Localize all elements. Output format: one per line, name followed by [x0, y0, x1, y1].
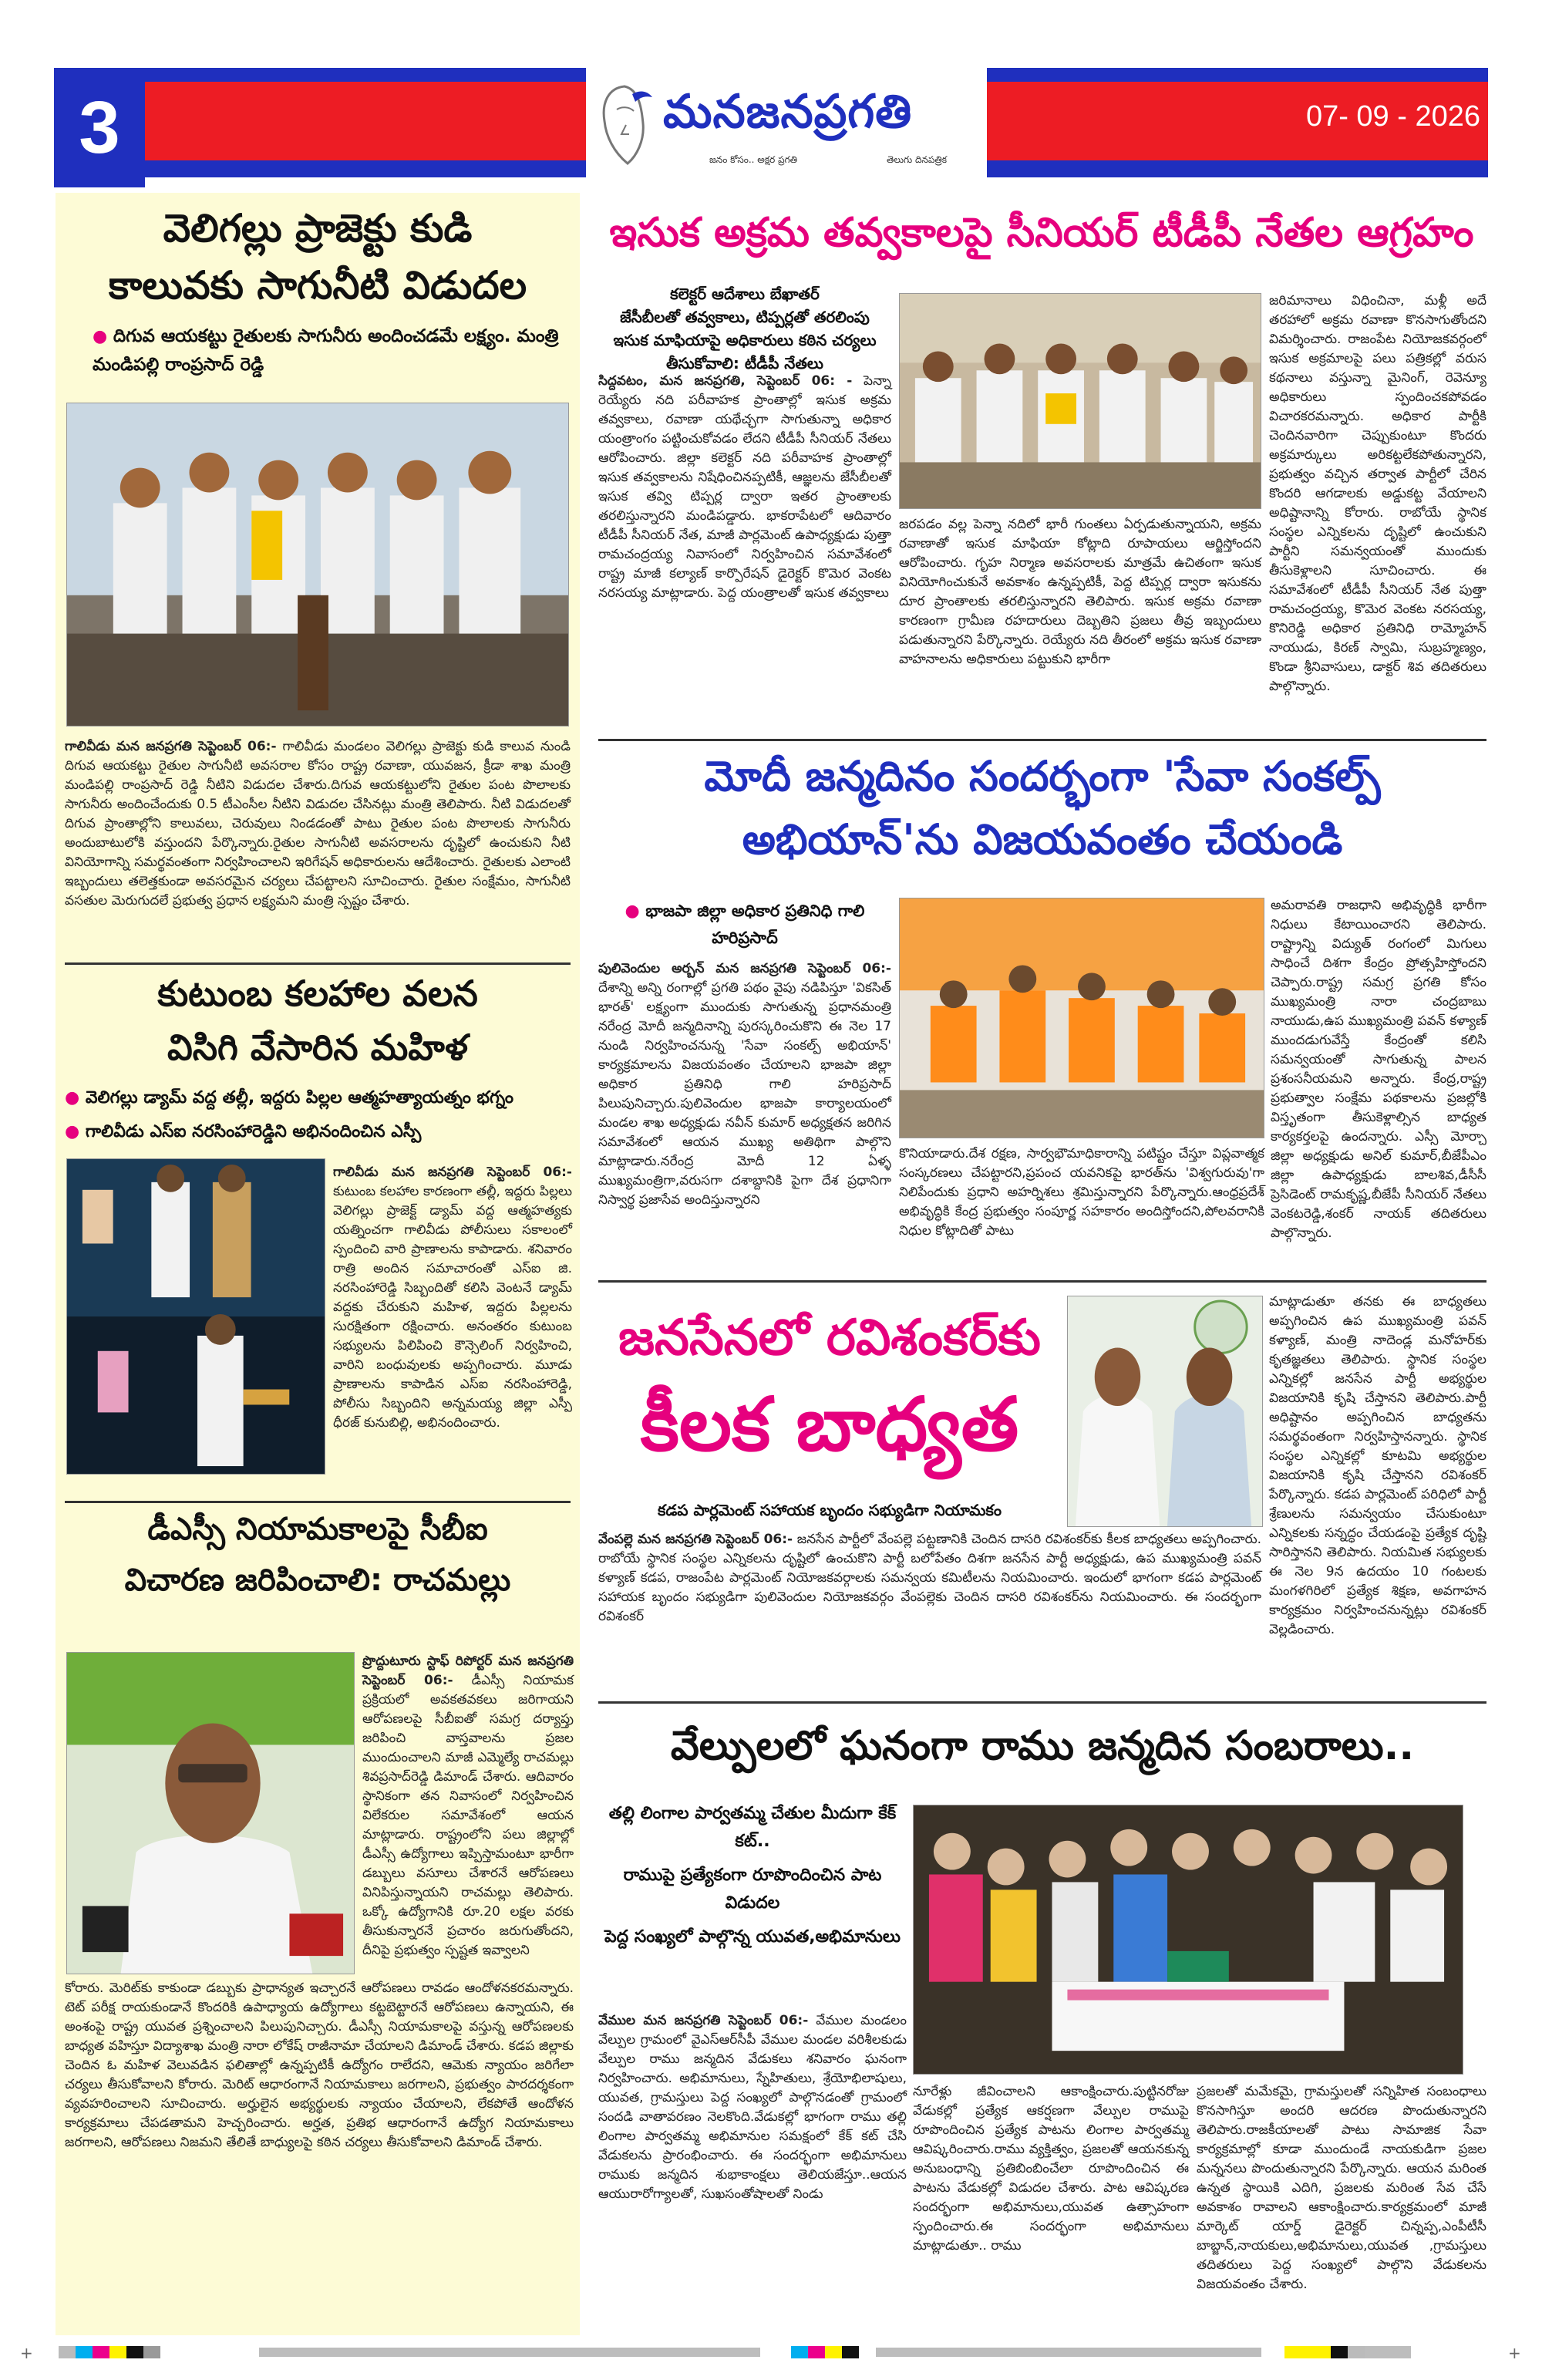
- headline-line: మోదీ జన్మదినం సందర్భంగా 'సేవా సంకల్ప్: [704, 752, 1381, 801]
- subhead: ఇసుక మాఫియాపై అధికారులు కఠిన చర్యలు తీసుకోవాలి: టీడీపీ నేతలు: [613, 331, 877, 373]
- kicker-text: దిగువ ఆయకట్టు రైతులకు సాగునీరు అందించడమే లక్ష్యం. మంత్రి మండిపల్లి రాంప్రసాద్ రెడ్డి: [93, 326, 559, 375]
- divider: [598, 739, 1486, 741]
- story-kicker: [598, 898, 891, 951]
- story-body: [65, 737, 571, 911]
- paper-tagline-right: తెలుగు దినపత్రిక: [887, 154, 948, 165]
- story-body: ప్రజలతో మమేకమై, గ్రామస్తులతో సన్నిహిత సంబంధాలు కొనసాగిస్తూ అందరి ఆదరణ పొందుతున్నారని తెలిపారు.రాజకీయాలతో పాటు సామాజిక సేవా కార్యక్రమాల్లో కూడా ముందుండే నాయకుడిగా ప్రజల మన్ననలు పొందుతున్నారని పేర్కొన్నారు. ఆయన మరింత ఉన్నత స్థాయికి ఎదిగి, ప్రజలకు మరింత సేవ చేసే అవకాశం రావాలని ఆకాంక్షించారు.కార్యక్రమంలో మాజీ మార్కెట్ యార్డ్ డైరెక్టర్ చిన్నప్ప,ఎంపీటీసీ బాబ్జాన్,నాయకులు,అభిమానులు,యువత ,గ్రామస్తులు తదితరులు పెద్ద సంఖ్యలో పాల్గొని వేడుకలను విజయవంతం చేశారు.: [1197, 2084, 1486, 2292]
- subhead: తల్లి లింగాల పార్వతమ్మ చేతుల మీదుగా కేక్ కట్..: [608, 1804, 897, 1851]
- kicker-text: గాలివీడు ఎస్ఐ నరసింహారెడ్డిని అభినందించిన ఎస్పీ: [85, 1122, 422, 1141]
- story-kicker: [65, 1120, 574, 1144]
- story-body: మాట్లాడుతూ తనకు ఈ బాధ్యతలు అప్పగించిన ఉప ముఖ్యమంత్రి పవన్ కళ్యాణ్, మంత్రి నాదెండ్ల మనోహర్‌కు కృతజ్ఞతలు తెలిపారు. స్థానిక సంస్థల ఎన్నికల్లో జనసేన పార్టీ అభ్యర్థుల విజయానికి కృషి చేస్తానని తెలిపారు.పార్టీ అధిష్టానం అప్పగించిన బాధ్యతను సమర్థవంతంగా నిర్వహిస్తానన్నారు. స్థానిక సంస్థల ఎన్నికల్లో కూటమి అభ్యర్థుల విజయానికి కృషి చేస్తానని రవిశంకర్ పేర్కొన్నారు. కడప పార్లమెంట్ పరిధిలో పార్టీ శ్రేణులను సమన్వయం చేసుకుంటూ ఎన్నికలకు సన్నద్ధం చేయడంపై ప్రత్యేక దృష్టి సారిస్తానని తెలిపారు. నియమిత సభ్యులకు ఈ నెల 9న ఉదయం 10 గంటలకు మంగళగిరిలో ప్రత్యేక శిక్షణ, అవగాహన కార్యక్రమం నిర్వహించనున్నట్లు రవిశంకర్ వెల్లడించారు.: [1269, 1294, 1486, 1637]
- bullet-icon: ●: [93, 327, 113, 346]
- headline-line: జనసేనలో రవిశంకర్‌కు: [618, 1310, 1041, 1367]
- newspaper-logo: [586, 68, 987, 187]
- story-subheads: [598, 282, 891, 375]
- dateline: వేంపల్లె మన జనప్రగతి సెప్టెంబర్ 06:-: [598, 1532, 793, 1547]
- story-seva-headline: [598, 747, 1486, 870]
- story-body: నూరేళ్లు జీవించాలని ఆకాంక్షించారు.పుట్టినరోజు వేడుకల్లో ప్రత్యేక ఆకర్షణగా వేల్పుల రాముపై రూపొందించిన ప్రత్యేక పాటను లింగాల పార్వతమ్మ ఆవిష్కరించారు.రాము వ్యక్తిత్వం, ప్రజలతో ఆయనకున్న అనుబంధాన్ని ప్రతిబింబించేలా రూపొందించిన ఈ పాటను వేడుకల్లో విడుదల చేశారు. పాట ఆవిష్కరణ సందర్భంగా అభిమానులు,యువత ఉత్సాహంగా స్పందించారు.ఈ సందర్భంగా అభిమానులు మాట్లాడుతూ.. రాము: [913, 2084, 1189, 2254]
- paper-name: మనజనప్రగతి: [663, 85, 913, 139]
- body-text: డీఎస్సీ నియామక ప్రక్రియలో అవకతవకలు జరిగాయని ఆరోపణలపై సీబీఐతో సమగ్ర దర్యాప్తు జరిపించి వాస్తవాలను ప్రజల ముందుంచాలని మాజీ ఎమ్మెల్యే రాచమల్లు శివప్రసాద్‌రెడ్డి డిమాండ్ చేశారు. ఆదివారం స్థానికంగా తన నివాసంలో నిర్వహించిన విలేకరుల సమావేశంలో ఆయన మాట్లాడారు. రాష్ట్రంలోని పలు జిల్లాల్లో డీఎస్సీ ఉద్యోగాలు ఇప్పిస్తామంటూ భారీగా డబ్బులు వసూలు చేశారనే ఆరోపణలు వినిపిస్తున్నాయని రాచమల్లు తెలిపారు. ఒక్కో ఉద్యోగానికి రూ.20 లక్షల వరకు తీసుకున్నారనే ప్రచారం జరుగుతోందని, దీనిపై ప్రభుత్వం స్పష్టత ఇవ్వాలని: [362, 1673, 574, 1958]
- paper-tagline: జనం కోసం.. అక్షర ప్రగతి: [709, 154, 798, 165]
- story-body: కొనియాడారు.దేశ రక్షణ, సార్వభౌమాధికారాన్ని పటిష్టం చేస్తూ విప్లవాత్మక సంస్కరణలు చేపట్టారని,ప్రపంచ యవనికపై భారత్‌ను 'విశ్వగురువు'గా నిలిపేందుకు ప్రధాని అహర్నిశలు శ్రమిస్తున్నారని పేర్కొన్నారు.ఆంధ్రప్రదేశ్ అభివృద్ధికి కేంద్ర ప్రభుత్వం సంపూర్ణ సహకారం అందిస్తోందని,పోలవరానికి నిధుల కోట్లాదితో పాటు: [899, 1146, 1264, 1239]
- story-body: [598, 2011, 907, 2204]
- story-body: [362, 1652, 574, 1960]
- divider: [598, 1280, 1486, 1283]
- headline-line: విసిగి వేసారిన మహిళ: [167, 1027, 468, 1068]
- story-body: [598, 372, 891, 603]
- bullet-icon: ●: [625, 902, 646, 921]
- story-body: [598, 1530, 1261, 1627]
- gray-bar: [876, 2348, 1261, 2357]
- headline-line: కుటుంబ కలహాల వలన: [157, 973, 478, 1014]
- divider: [65, 1501, 571, 1503]
- photo-tdp-meeting: [899, 293, 1261, 509]
- headline-line: వెలిగల్లు ప్రాజెక్టు కుడి: [163, 206, 473, 251]
- story-subheads: [598, 1800, 907, 1951]
- kicker-text: వెలిగల్లు డ్యామ్ వద్ద తల్లీ, ఇద్దరు పిల్లల ఆత్మహత్యాయత్నం భగ్నం: [85, 1088, 514, 1107]
- subhead: కలెక్టర్ ఆదేశాలు బేఖాతర్: [670, 285, 820, 303]
- color-swatches: [1284, 2346, 1411, 2361]
- story-kicker: [93, 322, 563, 379]
- color-swatches: [791, 2346, 859, 2361]
- dateline: సిద్దవటం, మన జనప్రగతి, సెప్టెంబర్ 06: -: [598, 373, 853, 389]
- headline-line: డీఎస్సీ నియామకాలపై సీబీఐ: [147, 1512, 488, 1547]
- photo-police-rescue: [66, 1158, 325, 1475]
- subhead: రాముపై ప్రత్యేకంగా రూపొందించిన పాట విడుదల: [623, 1866, 882, 1913]
- crosshair-icon: +: [20, 2344, 33, 2362]
- subhead: జేసీబీలతో తవ్వకాలు, టిప్పర్లతో తరలింపు: [620, 308, 870, 326]
- dateline: గాలివీడు మన జనప్రగతి సెప్టెంబర్ 06:-: [333, 1165, 572, 1180]
- story-body: జరపడం వల్ల పెన్నా నదిలో భారీ గుంతలు ఏర్పడుతున్నాయని, అక్రమ రవాణాతో ఇసుక మాఫియా కోట్లాది రూపాయలు ఆర్జిస్తోందని ఆరోపించారు. గృహ నిర్మాణ అవసరాలకు మాత్రమే ఉచితంగా ఇసుక వినియోగించుకునే అవకాశం ఉన్నప్పటికీ, పెద్ద టిప్పర్ల ద్వారా ఇసుకను దూర ప్రాంతాలకు తరలిస్తున్నారని తెలిపారు. ఇసుక అక్రమ రవాణా కారణంగా గ్రామీణ రహదారులు దెబ్బతిని ప్రజలు తీవ్ర ఇబ్బందులు పడుతున్నారని పేర్కొన్నారు. రెయ్యేరు నది తీరంలో అక్రమ ఇసుక రవాణా వాహనాలను అధికారులు పట్టుకుని భారీగా: [899, 517, 1261, 667]
- body-text: జనసేన పార్టీలో వేంపల్లె పట్టణానికి చెందిన దాసరి రవిశంకర్‌కు కీలక బాధ్యతలు అప్పగించారు. రాబోయే స్థానిక సంస్థల ఎన్నికలను దృష్టిలో ఉంచుకొని పార్టీ బలోపేతం దిశగా జనసేన పార్టీ అధ్యక్షుడు, ఉప ముఖ్యమంత్రి పవన్ కళ్యాణ్ కడప, రాజంపేట పార్లమెంట్ నియోజకవర్గాలకు సమన్వయ కమిటీలను నియమించారు. ఇందులో భాగంగా కడప పార్లమెంట్ సహాయక బృందం సభ్యుడిగా పులివెందుల నియోజకవర్గం వేంపల్లెకు చెందిన దాసరి రవిశంకర్‌ను నియమించారు. ఈ సందర్భంగా రవిశంకర్: [598, 1532, 1261, 1624]
- headline-line: కీలక బాధ్యత: [640, 1381, 1019, 1468]
- story-body: [598, 959, 891, 1210]
- print-registration-bar: [5, 2341, 1537, 2363]
- dateline: పులివెందుల అర్బన్ మన జనప్రగతి సెప్టెంబర్ 06:-: [598, 961, 891, 976]
- story-body: అమరావతి రాజధాని అభివృద్ధికి భారీగా నిధులు కేటాయించారని తెలిపారు. రాష్ట్రాన్ని విద్యుత్ రంగంలో మిగులు సాధించే దిశగా కేంద్రం ప్రోత్సహిస్తోందని చెప్పారు.రాష్ట్ర సమగ్ర ప్రగతి కోసం ముఖ్యమంత్రి నారా చంద్రబాబు నాయుడు,ఉప ముఖ్యమంత్రి పవన్ కళ్యాణ్ ముందడుగువేస్తే కేంద్రంతో కలిసి సమన్వయంతో సాగుతున్న పాలన ప్రశంసనీయమని అన్నారు. కేంద్ర,రాష్ట్ర ప్రభుత్వాల సంక్షేమ పథకాలను ప్రజల్లోకి విస్తృతంగా తీసుకెళ్లాల్సిన బాధ్యత కార్యకర్తలపై ఉందన్నారు. ఎస్సీ మోర్చా జిల్లా అధ్యక్షుడు అనిల్ కుమార్,బీజేపీఎం జిల్లా ఉపాధ్యక్షుడు బాలశివ,డీసీసీ ప్రెసిడెంట్ రామకృష్ణ,బీజేపీ సీనియర్ నేతలు వెంకటరెడ్డి,శంకర్ నాయక్ తదితరులు పాల్గొన్నారు.: [1271, 898, 1486, 1241]
- headline-line: విచారణ జరిపించాలి: రాచమల్లు: [124, 1563, 511, 1598]
- dateline: గాలివీడు మన జనప్రగతి సెప్టెంబర్ 06:-: [65, 739, 277, 754]
- photo-bjp-meeting: [899, 898, 1264, 1138]
- bullet-icon: ●: [65, 1088, 86, 1107]
- story-body: [333, 1163, 572, 1433]
- story-irrigation-headline: [62, 202, 574, 312]
- body-text: పెన్నా రెయ్యేరు నది పరీవాహక ప్రాంతాల్లో ఇసుక అక్రమ తవ్వకాలు, రవాణా యథేచ్ఛగా సాగుతున్నా అధికార యంత్రాంగం పట్టించుకోవడం లేదని టీడీపీ సీనియర్ నేతలు ఆరోపించారు. జిల్లా కలెక్టర్ నది పరీవాహక ప్రాంతాల్లో ఇసుక తవ్వకాలను నిషేధించినప్పటికీ, ఆజ్ఞలను జేసీబీలతో ఇసుక తవ్వి టిప్పర్ల ద్వారా ఇతర ప్రాంతాలకు తరలిస్తున్నారని మండిపడ్డారు. భాకరాపేటలో ఆదివారం టీడీపీ సీనియర్ నేత, మాజీ పార్లమెంట్ ఉపాధ్యక్షుడు పుత్తా రామచంద్రయ్య నివాసంలో నిర్వహించిన సమావేశంలో రాష్ట్ర మాజీ కల్యాణ్ కార్పొరేషన్ డైరెక్టర్ కొమెర వెంకట నరసయ్య మాట్లాడారు. పెద్ద యంత్రాలతో ఇసుక తవ్వకాలు: [598, 373, 891, 601]
- story-body: జరిమానాలు విధించినా, మళ్లీ అదే తరహాలో అక్రమ రవాణా కొనసాగుతోందని విమర్శించారు. రాజంపేట నియోజకవర్గంలో ఇసుక అక్రమాలపై పలు పత్రికల్లో వరుస కథనాలు వస్తున్నా మైనింగ్, రెవెన్యూ అధికారులు స్పందించకపోవడం విచారకరమన్నారు. అధికార పార్టీకి చెందినవారిగా చెప్పుకుంటూ కొందరు అక్రమార్కులు అరికట్టలేకపోతున్నారని, ప్రభుత్వం వచ్చిన తర్వాత పార్టీలో చేరిన కొందరి ఆగడాలకు అడ్డుకట్ట వేయాలని అధిష్టానాన్ని కోరారు. రాబోయే స్థానిక సంస్థల ఎన్నికలను దృష్టిలో ఉంచుకుని పార్టీని సమన్వయంతో ముందుకు తీసుకెళ్లాలని సూచించారు. ఈ సమావేశంలో టీడీపీ సీనియర్ నేత పుత్తా రామచంద్రయ్య, కొమెర వెంకట నరసయ్య, కొనిరెడ్డి అధికార ప్రతినిధి రామ్మోహన్ నాయుడు, కిరణ్ స్వామి, సుబ్రహ్మణ్యం, కొండా శ్రీనివాసులు, డాక్టర్ శివ తదితరులు పాల్గొన్నారు.: [1269, 293, 1486, 694]
- body-text: గాలివీడు మండలం వెలిగల్లు ప్రాజెక్టు కుడి కాలువ నుండి దిగువ ఆయకట్టు రైతుల సాగునీటి అవసరాల కోసం రాష్ట్ర రవాణా, యువజన, క్రీడా శాఖ మంత్రి మండిపల్లి రాంప్రసాద్ రెడ్డి నీటిని విడుదల చేశారు.దిగువ ఆయకట్టులోని రైతుల పంట పొలాలకు సాగునీరు అందించేందుకు 0.5 టీఎంసీల నీటిని విడుదల చేసినట్లు మంత్రి తెలిపారు. నీటి విడుదలతో దిగువ ప్రాంతాల్లోని కాలువలు, చెరువులు నిండడంతో పాటు రైతుల పంట పొలాలకు సాగునీరు అందుబాటులోకి వస్తుందని పేర్కొన్నారు.రైతుల సాగునీటి అవసరాలను దృష్టిలో ఉంచుకుని నీటి వినియోగాన్ని సమర్థవంతంగా నిర్వహించాలని ఇరిగేషన్ అధికారులను ఆదేశించారు. రైతులకు ఎలాంటి ఇబ్బందులు తలెత్తకుండా అవసరమైన చర్యలు చేపట్టాలని సూచించారు. రైతుల సంక్షేమం, సాగునీటి వసతుల మెరుగుదలే ప్రభుత్వ ప్రధాన లక్ష్యమని మంత్రి స్పష్టం చేశారు.: [65, 739, 571, 909]
- body-text: కుటుంబ కలహాల కారణంగా తల్లీ, ఇద్దరు పిల్లలు వెలిగల్లు ప్రాజెక్ట్ డ్యామ్ వద్ద ఆత్మహత్యకు యత్నించగా గాలివీడు పోలీసులు సకాలంలో స్పందించి వారి ప్రాణాలను కాపాడారు. శనివారం రాత్రి అందిన సమాచారంతో ఎస్ఐ జి. నరసింహారెడ్డి సిబ్బందితో కలిసి వెంటనే డ్యామ్ వద్దకు చేరుకుని మహిళ, ఇద్దరు పిల్లలను సురక్షితంగా రక్షించారు. అనంతరం కుటుంబ సభ్యులను పిలిపించి కౌన్సెలింగ్ నిర్వహించి, వారిని బంధువులకు అప్పగించారు. మూడు ప్రాణాలను కాపాడిన ఎస్ఐ నరసింహారెడ్డి, పోలీసు సిబ్బందిని అన్నమయ్య జిల్లా ఎస్పీ ధీరజ్ కునుబిల్లి, అభినందించారు.: [333, 1184, 572, 1431]
- story-kicker: కడప పార్లమెంట్ సహాయక బృందం సభ్యుడిగా నియామకం: [658, 1501, 1002, 1519]
- story-family-headline: [62, 969, 574, 1072]
- color-swatches: [59, 2346, 160, 2361]
- photo-ravishankar: [1067, 1296, 1263, 1527]
- story-janasena-headline: [598, 1303, 1061, 1470]
- kicker-text: భాజపా జిల్లా అధికార ప్రతినిధి గాలి హరిప్రసాద్: [645, 902, 865, 947]
- crosshair-icon: +: [1508, 2344, 1521, 2362]
- divider: [598, 1701, 1486, 1704]
- headline: వేల్పులలో ఘనంగా రాము జన్మదిన సంబరాలు..: [670, 1723, 1415, 1769]
- body-text: దేశాన్ని అన్ని రంగాల్లో ప్రగతి పథం వైపు నడిపిస్తూ 'వికసిత్ భారత్' లక్ష్యంగా ముందుకు సాగుతున్న ప్రధానమంత్రి నరేంద్ర మోదీ జన్మదినాన్ని పురస్కరించుకొని ఈ నెల 17 నుండి నిర్వహించనున్న 'సేవా సంకల్ప్ అభియాన్' కార్యక్రమాలను విజయవంతం చేయాలని భాజపా జిల్లా అధికార ప్రతినిధి గాలి హరిప్రసాద్ పిలుపునిచ్చారు.పులివెందుల భాజపా కార్యాలయంలో మండల శాఖ అధ్యక్షుడు నవీన్ కుమార్ అధ్యక్షతన జరిగిన సమావేశంలో ఆయన ముఖ్య అతిథిగా పాల్గొని మాట్లాడారు.నరేంద్ర మోదీ 12 ఏళ్ళ ముఖ్యమంత్రిగా,వరుసగా దశాబ్దానికి పైగా దేశ ప్రధానిగా నిస్వార్థ ప్రజాసేవ అందిస్తున్నారని: [598, 980, 891, 1208]
- bullet-icon: ●: [65, 1122, 86, 1141]
- dateline: ప్రొద్దుటూరు స్టాఫ్ రిపోర్టర్ మన జనప్రగతి సెప్టెంబర్ 06:-: [362, 1654, 574, 1688]
- photo-minister-water-release: [66, 403, 569, 726]
- photo-birthday-cake: [913, 1805, 1463, 2075]
- issue-date: 07- 09 - 2026: [1305, 100, 1480, 133]
- body-text: వేముల మండలం వేల్పుల గ్రామంలో వైఎస్ఆర్‌సీపీ వేముల మండల వరిశీలకుడు వేల్పుల రాము జన్మదిన వేడుకలు శనివారం ఘనంగా నిర్వహించారు. అభిమానులు, స్నేహితులు, శ్రేయోభిలాషులు, యువత, గ్రామస్తులు పెద్ద సంఖ్యలో పాల్గొనడంతో గ్రామంలో సందడి వాతావరణం నెలకొంది.వేడుకల్లో భాగంగా రాము తల్లి లింగాల పార్వతమ్మ అభిమానుల సమక్షంలో కేక్ కట్ చేసి వేడుకలను ప్రారంభించారు. ఈ సందర్భంగా అభిమానులు రాముకు జన్మదిన శుభాకాంక్షలు తెలియజేస్తూ..ఆయన ఆయురారోగ్యాలతో, సుఖసంతోషాలతో నిండు: [598, 2013, 907, 2202]
- page-number: 3: [54, 68, 145, 187]
- masthead-red-band-left: [145, 82, 586, 160]
- photo-rachamallu: [66, 1652, 355, 1974]
- gray-bar: [259, 2348, 760, 2357]
- story-kicker: [65, 1086, 574, 1111]
- masthead: [54, 68, 1488, 187]
- subhead: పెద్ద సంఖ్యలో పాల్గొన్న యువత,అభిమానులు: [604, 1927, 901, 1947]
- story-body: కోరారు. మెరిట్‌కు కాకుండా డబ్బుకు ప్రాధాన్యత ఇచ్చారనే ఆరోపణలు రావడం ఆందోళనకరమన్నారు. టెట్ పరీక్ష రాయకుండానే కొందరికి ఉపాధ్యాయ ఉద్యోగాలు కట్టబెట్టారనే ఆరోపణలు ఉన్నాయని, ఈ అంశంపై రాష్ట్ర యువత ప్రశ్నించాలని పిలుపునిచ్చారు. డీఎస్సీ నియామకాలపై వస్తున్న ఆరోపణలకు బాధ్యత వహిస్తూ విద్యాశాఖ మంత్రి నారా లోకేష్ రాజీనామా చేయాలని డిమాండ్ చేశారు. కడప జిల్లాకు చెందిన ఓ మహిళ వెలువడిన ఫలితాల్లో ఉన్నప్పటికీ ఉద్యోగం రాలేదని, ఆమెకు న్యాయం జరిగేలా చర్యలు తీసుకోవాలని కోరారు. మెరిట్ ఆధారంగానే నియామకాలు జరగాలని, ప్రభుత్వం పారదర్శకంగా వ్యవహరించాలని సూచించారు. అర్హులైన అభ్యర్థులకు న్యాయం చేయాలని, లేకపోతే ఆందోళన కార్యక్రమాలు చేపడతామని హెచ్చరించారు. అర్హత, ప్రతిభ ఆధారంగానే ఉద్యోగ నియామకాలు జరగాలని, ఆరోపణలు నిజమని తేలితే బాధ్యులపై కఠిన చర్యలు తీసుకోవాలని డిమాండ్ చేశారు.: [65, 1981, 574, 2150]
- divider: [65, 962, 571, 965]
- headline-line: అభియాన్'ను విజయవంతం చేయండి: [742, 815, 1343, 864]
- dateline: వేముల మన జనప్రగతి సెప్టెంబర్ 06:-: [598, 2013, 809, 2028]
- headline-line: కాలువకు సాగునీటి విడుదల: [108, 263, 527, 308]
- story-dsc-headline: [62, 1505, 574, 1604]
- logo-face-icon: [594, 79, 655, 171]
- headline: ఇసుక అక్రమ తవ్వకాలపై సీనియర్ టీడీపీ నేతల ఆగ్రహం: [609, 210, 1474, 256]
